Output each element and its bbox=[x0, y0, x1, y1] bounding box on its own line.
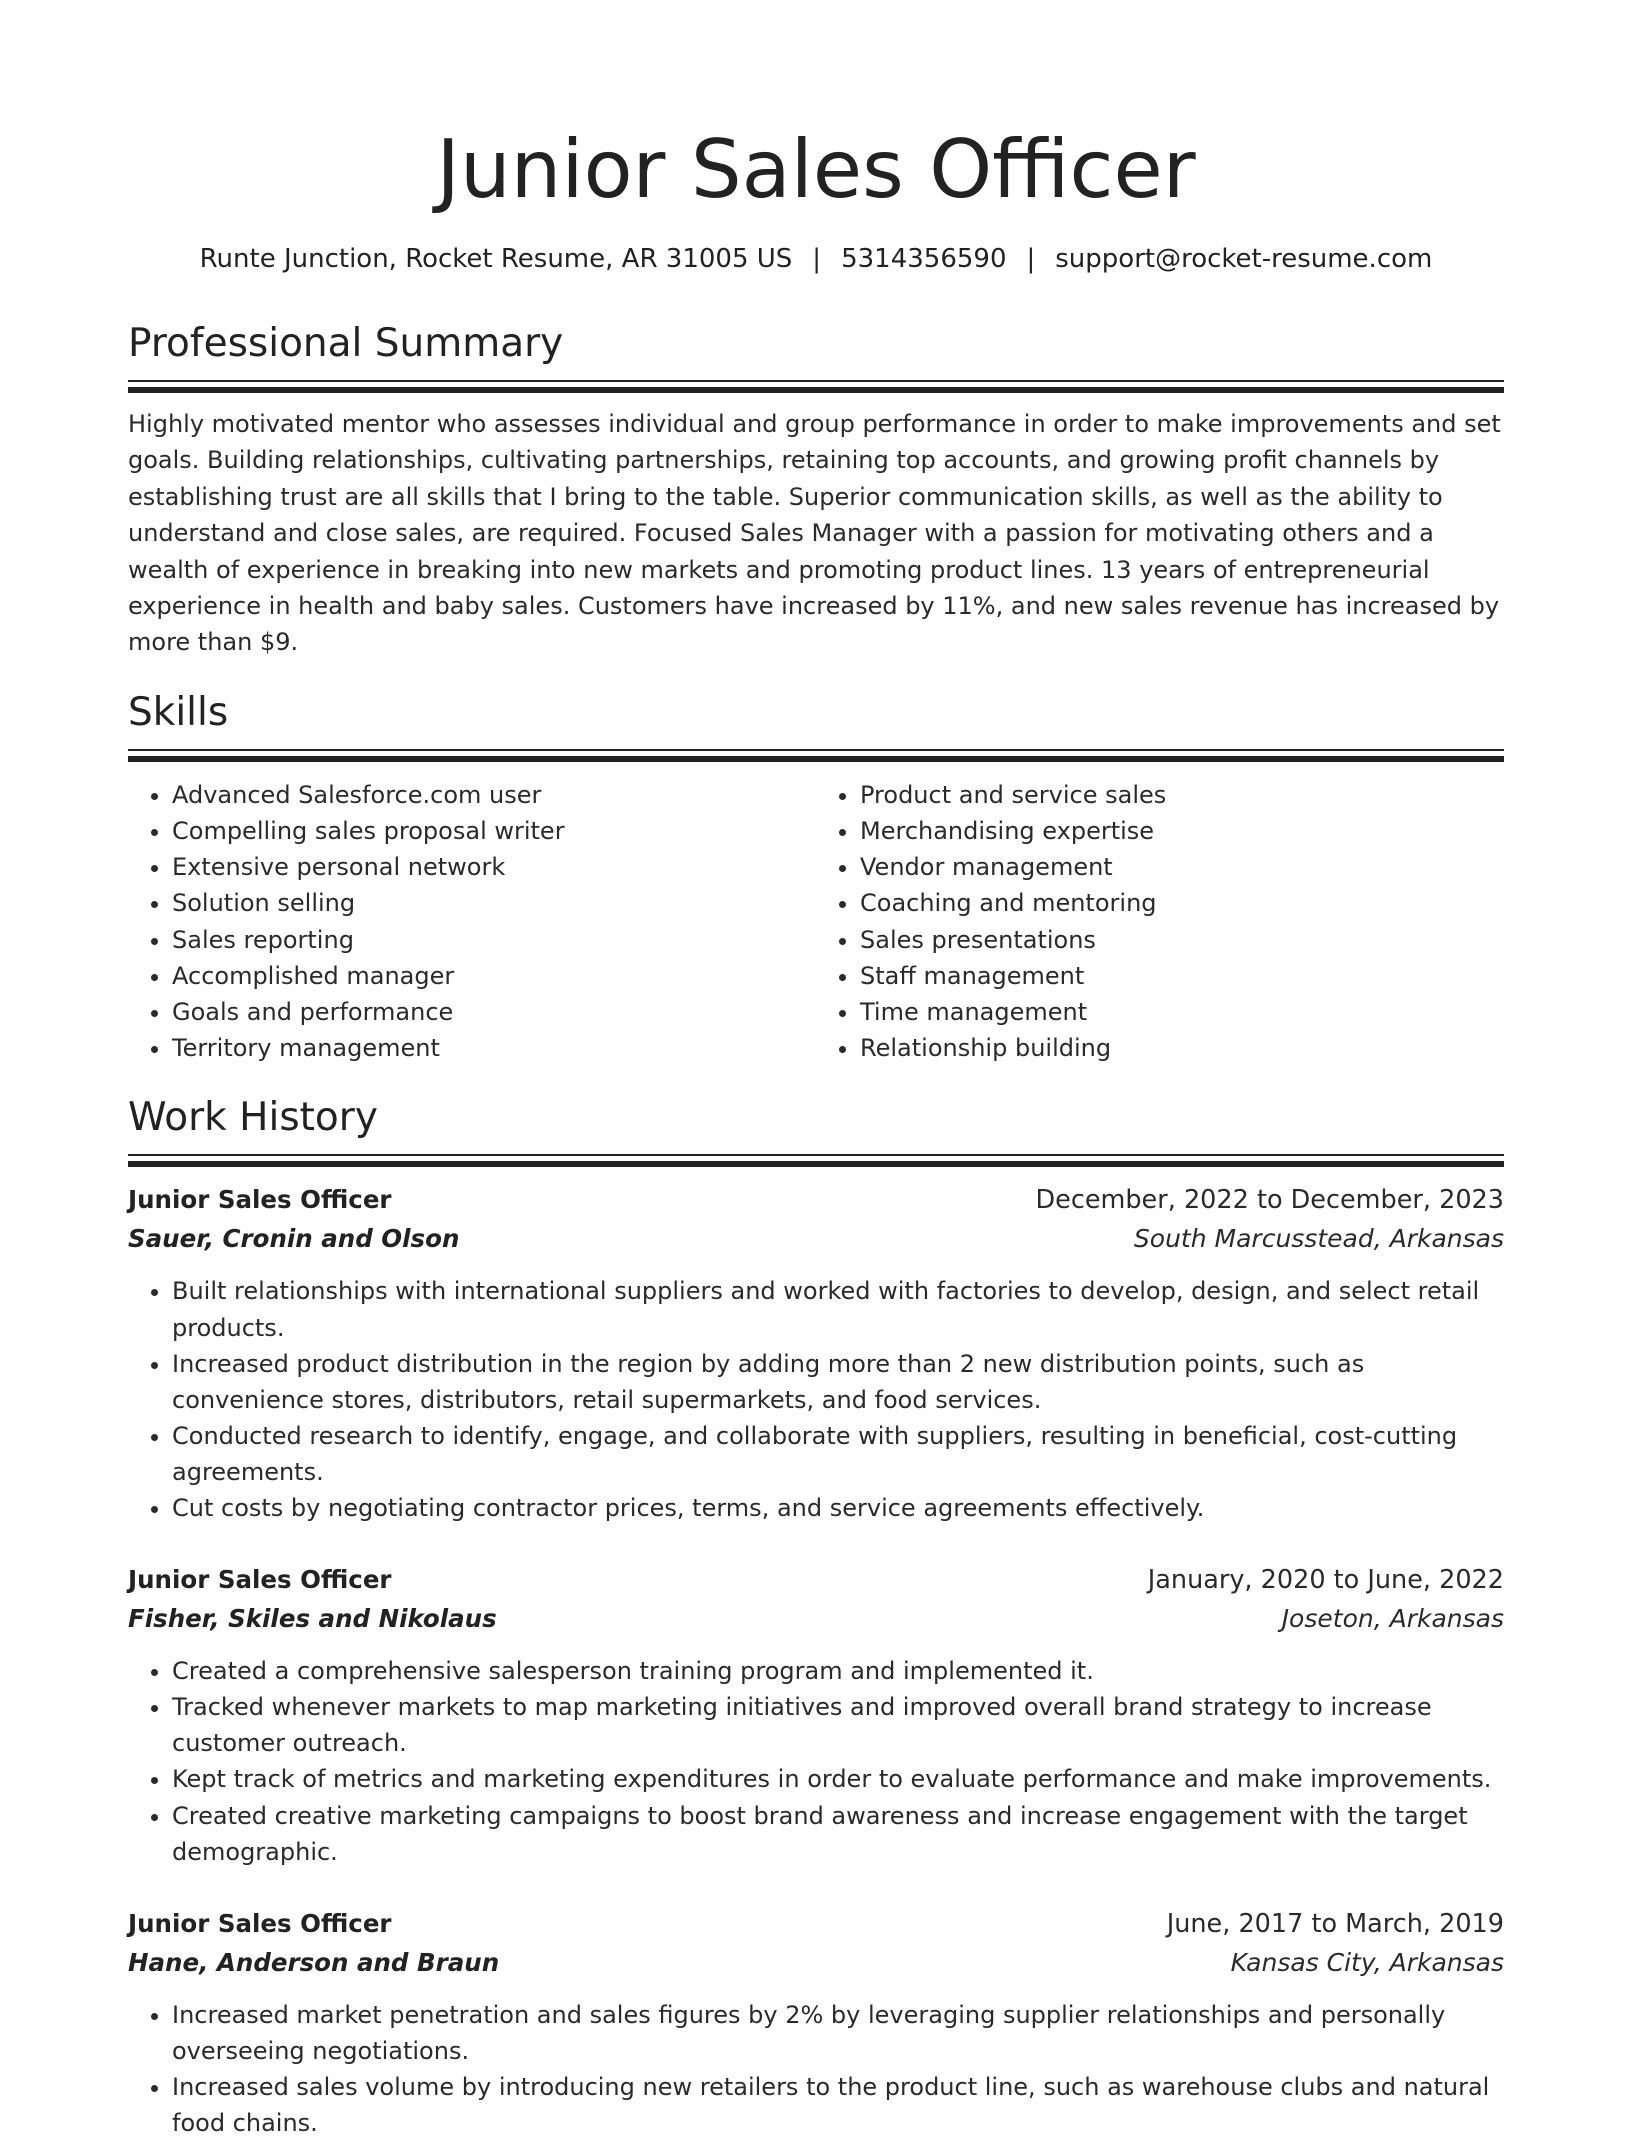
job-dates: January, 2020 to June, 2022 bbox=[1147, 1565, 1504, 1596]
job-dates: June, 2017 to March, 2019 bbox=[1166, 1908, 1504, 1939]
job-entry bbox=[128, 1562, 1504, 1870]
section-divider bbox=[128, 1154, 1504, 1166]
job-company: Sauer, Cronin and Olson bbox=[128, 1224, 460, 1254]
job-company: Fisher, Skiles and Nikolaus bbox=[128, 1604, 497, 1634]
contact-separator: | bbox=[812, 244, 822, 274]
job-employer-row bbox=[128, 1601, 1504, 1637]
job-bullet: • Kept track of metrics and marketing expenditures in order to evaluate performance and make improvements. bbox=[172, 1761, 1504, 1797]
job-bullet: • Increased sales volume by introducing new retailers to the product line, such as warehouse clubs and natural food chains. bbox=[172, 2069, 1504, 2141]
skill-item: • Coaching and mentoring bbox=[860, 885, 1504, 921]
job-location: South Marcusstead, Arkansas bbox=[1133, 1224, 1504, 1254]
skill-item: • Territory management bbox=[172, 1030, 816, 1066]
skill-item: • Staff management bbox=[860, 958, 1504, 994]
job-bullet: • Tracked whenever markets to map marketing initiatives and improved overall brand strategy to increase customer outreach. bbox=[172, 1689, 1504, 1761]
skills-column-right bbox=[816, 777, 1504, 1067]
skill-item: • Advanced Salesforce.com user bbox=[172, 777, 816, 813]
skill-item: • Time management bbox=[860, 994, 1504, 1030]
job-bullet: • Conducted research to identify, engage, and collaborate with suppliers, resulting in beneficial, cost-cutting agreements. bbox=[172, 1418, 1504, 1490]
job-dates: December, 2022 to December, 2023 bbox=[1035, 1185, 1504, 1216]
skill-item: • Sales reporting bbox=[172, 922, 816, 958]
job-title: Junior Sales Officer bbox=[128, 1185, 392, 1215]
job-title: Junior Sales Officer bbox=[128, 1565, 392, 1595]
resume-name: Junior Sales Officer bbox=[436, 123, 1196, 216]
skills-heading: Skills bbox=[128, 689, 229, 735]
contact-line bbox=[128, 242, 1504, 276]
job-bullet: • Built relationships with international suppliers and worked with factories to develop, design, and select retail products. bbox=[172, 1273, 1504, 1345]
job-location: Joseton, Arkansas bbox=[1281, 1604, 1504, 1634]
section-divider bbox=[128, 749, 1504, 761]
work-history-heading: Work History bbox=[128, 1095, 378, 1141]
skill-item: • Solution selling bbox=[172, 885, 816, 921]
summary-heading: Professional Summary bbox=[128, 321, 564, 366]
job-bullets bbox=[128, 1997, 1504, 2141]
job-title: Junior Sales Officer bbox=[128, 1908, 392, 1938]
skills-section bbox=[128, 689, 1504, 1067]
skills-column-left bbox=[128, 777, 816, 1067]
job-entry bbox=[128, 1182, 1504, 1526]
summary-section bbox=[128, 320, 1504, 661]
skill-item: • Accomplished manager bbox=[172, 958, 816, 994]
job-bullet: • Increased market penetration and sales figures by 2% by leveraging supplier relationships and personally overseeing negotiations. bbox=[172, 1997, 1504, 2069]
job-header-row bbox=[128, 1906, 1504, 1942]
skills-grid bbox=[128, 777, 1504, 1067]
work-history-section bbox=[128, 1094, 1504, 2141]
contact-separator: | bbox=[1026, 244, 1036, 274]
contact-phone: 5314356590 bbox=[841, 244, 1007, 274]
skill-item: • Vendor management bbox=[860, 849, 1504, 885]
job-bullet: • Increased product distribution in the region by adding more than 2 new distribution points, such as convenience stores, distributors, retail supermarkets, and food services. bbox=[172, 1346, 1504, 1418]
job-employer-row bbox=[128, 1221, 1504, 1257]
job-header-row bbox=[128, 1182, 1504, 1218]
skill-item: • Sales presentations bbox=[860, 922, 1504, 958]
summary-text: Highly motivated mentor who assesses individual and group performance in order to make improvements and set goals. Building relationships, cultivating partnerships, retaining top accounts, and growing profit channels by establishing trust are all skills that I bring to the table. Superior communication skills, as well as the ability to understand and close sales, are required. Focused Sales Manager with a passion for motivating others and a wealth of experience in breaking into new markets and promoting product lines. 13 years of entrepreneurial experience in health and baby sales. Customers have increased by 11%, and new sales revenue has increased by more than $9. bbox=[128, 410, 1501, 657]
skill-item: • Goals and performance bbox=[172, 994, 816, 1030]
skill-item: • Relationship building bbox=[860, 1030, 1504, 1066]
section-divider bbox=[128, 380, 1504, 392]
skill-item: • Product and service sales bbox=[860, 777, 1504, 813]
job-bullet: • Created creative marketing campaigns to boost brand awareness and increase engagement with the target demographic. bbox=[172, 1798, 1504, 1870]
skill-item: • Compelling sales proposal writer bbox=[172, 813, 816, 849]
job-entry bbox=[128, 1906, 1504, 2141]
contact-address: Runte Junction, Rocket Resume, AR 31005 US bbox=[199, 244, 793, 274]
job-bullet: • Created a comprehensive salesperson training program and implemented it. bbox=[172, 1653, 1504, 1689]
job-employer-row bbox=[128, 1945, 1504, 1981]
skill-item: • Merchandising expertise bbox=[860, 813, 1504, 849]
job-company: Hane, Anderson and Braun bbox=[128, 1947, 500, 1977]
job-bullets bbox=[128, 1653, 1504, 1870]
skill-item: • Extensive personal network bbox=[172, 849, 816, 885]
job-bullet: • Cut costs by negotiating contractor prices, terms, and service agreements effectively. bbox=[172, 1490, 1504, 1526]
job-bullets bbox=[128, 1273, 1504, 1526]
contact-email: support@rocket-resume.com bbox=[1055, 244, 1433, 274]
job-header-row bbox=[128, 1562, 1504, 1598]
job-location: Kansas City, Arkansas bbox=[1230, 1947, 1504, 1977]
